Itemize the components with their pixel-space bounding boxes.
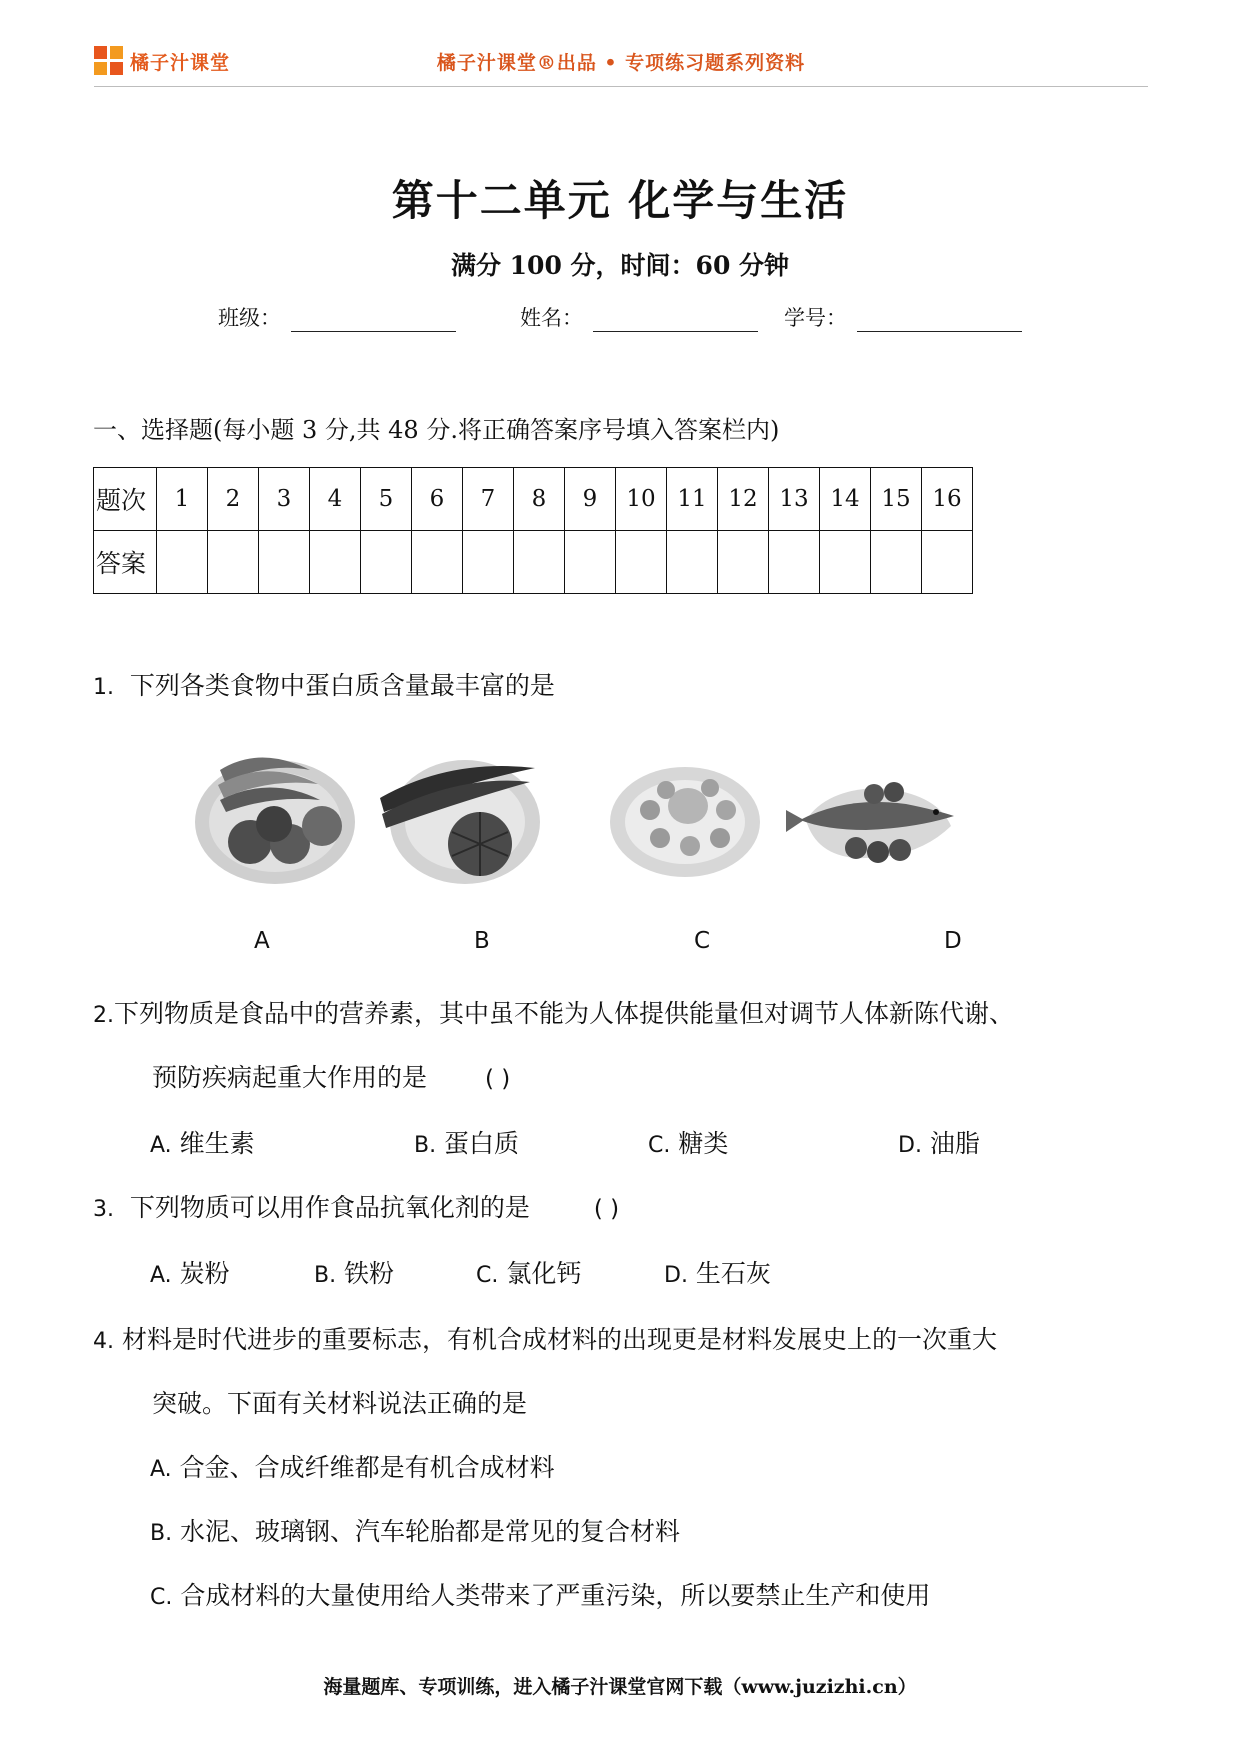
question-number: 4.	[93, 1329, 114, 1354]
question-text: 预防疾病起重大作用的是	[152, 1063, 428, 1092]
question-number-cell: 5	[361, 468, 412, 531]
question-4-line2	[152, 1384, 527, 1420]
question-4	[93, 1320, 997, 1356]
table-row-numbers	[94, 468, 973, 531]
table-row-head: 题次	[94, 468, 157, 531]
option-label-b: B	[474, 928, 490, 954]
fish-plate-image	[786, 740, 956, 890]
question-number-cell: 11	[667, 468, 718, 531]
answer-cell[interactable]	[820, 531, 871, 594]
question-2-line2	[152, 1058, 510, 1094]
answer-cell[interactable]	[616, 531, 667, 594]
option-c: C. 氯化钙	[476, 1259, 582, 1288]
option-a: A. 合金、合成纤维都是有机合成材料	[150, 1453, 555, 1482]
answer-cell[interactable]	[667, 531, 718, 594]
table-row-answers	[94, 531, 973, 594]
question-number-cell: 16	[922, 468, 973, 531]
question-2	[93, 994, 1014, 1030]
question-text: 下列物质可以用作食品抗氧化剂的是	[129, 1193, 530, 1222]
option-c: C. 糖类	[648, 1129, 729, 1158]
question-number-cell: 3	[259, 468, 310, 531]
option-label-a: A	[254, 928, 270, 954]
class-label: 班级：	[218, 306, 281, 330]
question-number: 2.	[93, 1003, 114, 1028]
question-number-cell: 4	[310, 468, 361, 531]
question-number: 1.	[93, 675, 114, 700]
question-text: 下列物质是食品中的营养素，其中虽不能为人体提供能量但对调节人体新陈代谢、	[114, 999, 1015, 1028]
page-header	[94, 40, 1148, 87]
answer-paren: ( )	[593, 1196, 620, 1222]
option-b: B. 蛋白质	[414, 1129, 520, 1158]
answer-cell[interactable]	[157, 531, 208, 594]
logo-text: 橘子汁课堂	[130, 51, 231, 74]
vegetable-plate-image	[370, 740, 540, 890]
question-text: 下列各类食物中蛋白质含量最丰富的是	[129, 671, 555, 700]
option-label-c: C	[694, 928, 711, 954]
answer-cell[interactable]	[310, 531, 361, 594]
option-a: A. 炭粉	[150, 1259, 230, 1288]
question-text: 突破。下面有关材料说法正确的是	[152, 1389, 528, 1418]
answer-cell[interactable]	[871, 531, 922, 594]
table-row-head: 答案	[94, 531, 157, 594]
page-footer: 海量题库、专项训练，进入橘子汁课堂官网下载（www.juzizhi.cn）	[323, 1676, 917, 1698]
question-number: 3.	[93, 1197, 114, 1222]
question-number-cell: 6	[412, 468, 463, 531]
name-label: 姓名：	[520, 306, 583, 330]
answer-cell[interactable]	[463, 531, 514, 594]
question-number-cell: 1	[157, 468, 208, 531]
question-number-cell: 7	[463, 468, 514, 531]
answer-cell[interactable]	[922, 531, 973, 594]
question-text: 材料是时代进步的重要标志，有机合成材料的出现更是材料发展史上的一次重大	[121, 1325, 997, 1354]
class-field[interactable]	[218, 302, 456, 332]
name-blank[interactable]	[593, 305, 758, 332]
answer-cell[interactable]	[259, 531, 310, 594]
answer-cell[interactable]	[514, 531, 565, 594]
question-number-cell: 13	[769, 468, 820, 531]
option-a: A. 维生素	[150, 1129, 255, 1158]
question-number-cell: 8	[514, 468, 565, 531]
question-number-cell: 15	[871, 468, 922, 531]
id-blank[interactable]	[857, 305, 1022, 332]
question-number-cell: 14	[820, 468, 871, 531]
id-field[interactable]	[784, 302, 1022, 332]
answer-cell[interactable]	[412, 531, 463, 594]
answer-table	[93, 467, 973, 594]
fruit-plate-image	[190, 740, 360, 890]
option-b: B. 水泥、玻璃钢、汽车轮胎都是常见的复合材料	[150, 1517, 681, 1546]
page-title: 第十二单元 化学与生活	[391, 176, 849, 225]
question-3	[93, 1188, 619, 1224]
grain-plate-image	[600, 740, 770, 890]
option-c: C. 合成材料的大量使用给人类带来了严重污染，所以要禁止生产和使用	[150, 1581, 931, 1610]
question-number-cell: 2	[208, 468, 259, 531]
name-field[interactable]	[520, 302, 758, 332]
answer-cell[interactable]	[769, 531, 820, 594]
answer-cell[interactable]	[361, 531, 412, 594]
option-b: B. 铁粉	[314, 1259, 395, 1288]
question-number-cell: 9	[565, 468, 616, 531]
question-number-cell: 10	[616, 468, 667, 531]
answer-paren: ( )	[484, 1066, 511, 1092]
class-blank[interactable]	[291, 305, 456, 332]
question-number-cell: 12	[718, 468, 769, 531]
answer-cell[interactable]	[718, 531, 769, 594]
option-label-d: D	[944, 928, 962, 954]
question-1	[93, 666, 555, 702]
page-subtitle: 满分 100 分，时间：60 分钟	[450, 251, 790, 280]
section-title: 一、选择题(每小题 3 分,共 48 分.将正确答案序号填入答案栏内)	[93, 416, 780, 444]
option-d: D. 生石灰	[664, 1259, 771, 1288]
answer-cell[interactable]	[565, 531, 616, 594]
header-slogan: 橘子汁课堂®出品 • 专项练习题系列资料	[436, 52, 806, 74]
id-label: 学号：	[784, 306, 847, 330]
answer-cell[interactable]	[208, 531, 259, 594]
option-d: D. 油脂	[898, 1129, 980, 1158]
